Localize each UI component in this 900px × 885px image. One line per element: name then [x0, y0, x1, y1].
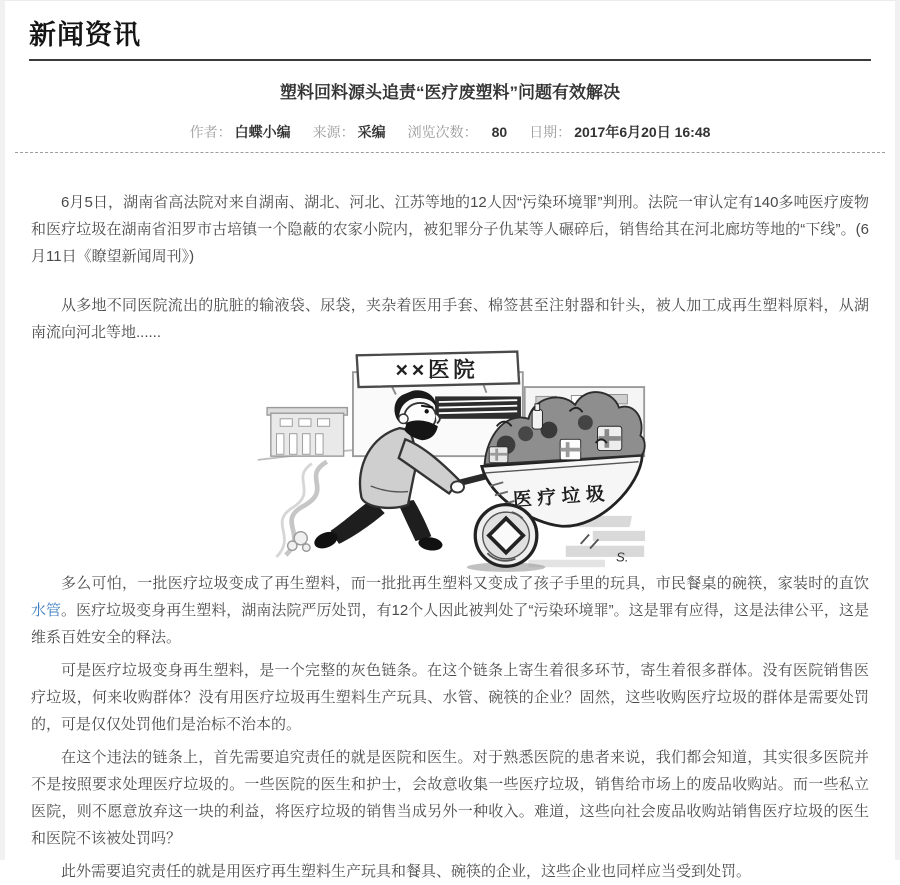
section-title: 新闻资讯: [29, 20, 141, 50]
article-paragraph-3: [31, 570, 869, 651]
medical-waste-cartoon: [252, 346, 649, 570]
article-title: 塑料回料源头追责“医疗废塑料”问题有效解决: [280, 83, 620, 102]
meta-source-value: 采编: [357, 124, 386, 140]
meta-date-label: 日期：: [529, 124, 572, 140]
meta-author: [190, 124, 291, 140]
cart-label-text: 医疗垃圾: [511, 482, 611, 511]
left-building: [267, 408, 347, 457]
hospital-sign-text: ××医院: [395, 357, 478, 382]
article-head: [5, 81, 895, 153]
page-header: [5, 1, 895, 61]
clipped-paragraph-container: [31, 858, 869, 880]
article-paragraph-2: 从多地不同医院流出的肮脏的输液袋、尿袋，夹杂着医用手套、棉签甚至注射器和针头，被人加工成再生塑料原料，从湖南流向河北等地......: [31, 297, 869, 341]
article-paragraph-6-clipped: 此外需要追究责任的就是用医疗再生塑料生产玩具和餐具、碗筷的企业，这些企业也同样应当受到处罚。: [61, 863, 752, 880]
meta-views: [408, 124, 508, 140]
paragraph-3-text-post: 。医疗垃圾变身再生塑料，湖南法院严厉处罚，有12个人因此被判处了“污染环境罪”。这是罪有应得，这是法律公平，这是维系百姓安全的释法。: [31, 602, 869, 646]
header-divider: [29, 59, 871, 61]
dust-puffs: [287, 532, 309, 552]
meta-date: [529, 124, 710, 140]
meta-views-label: 浏览次数：: [407, 124, 478, 140]
paragraph-3-text-pre: 多么可怕，一批医疗垃圾变成了再生塑料，而一批批再生塑料又变成了孩子手里的玩具，市民餐桌的碗筷，家装时的直饮: [61, 575, 869, 592]
article-paragraph-5: 在这个违法的链条上，首先需要追究责任的就是医院和医生。对于熟悉医院的患者来说，我们都会知道，其实很多医院并不是按照要求处理医疗垃圾的。一些医院的医生和护士，会故意收集一些医疗垃圾，销售给市场上的废品收购站。而一些私立医院，则不愿意放弃这一块的利益，将医疗垃圾的销售当成另外一种收入。难道，这些向社会废品收购站销售医疗垃圾的医生和医院不该被处罚吗？: [31, 749, 869, 847]
article-illustration: [31, 346, 869, 570]
meta-date-value: 2017年6月20日 16:48: [574, 124, 711, 140]
meta-author-value: 白蝶小编: [234, 124, 291, 140]
meta-source: [313, 124, 386, 140]
artist-signature: S.: [615, 549, 628, 565]
meta-source-label: 来源：: [312, 124, 355, 140]
hospital-sign-banner: [356, 352, 518, 387]
article-paragraph-1: 6月5日，湖南省高法院对来自湖南、湖北、河北、江苏等地的12人因“污染环境罪”判刑。法院一审认定有140多吨医疗废物和医疗垃圾在湖南省汨罗市古培镇一个隐蔽的农家小院内，被犯罪分子仇某等人碾碎后，销售给其在河北廊坊等地的“下线”。(6月11日《瞭望新闻周刊》): [31, 194, 869, 265]
wheelbarrow: [443, 455, 642, 526]
water-pipe-link[interactable]: 水管: [31, 602, 62, 619]
meta-author-label: 作者：: [189, 124, 232, 140]
article-meta: [5, 124, 895, 140]
article-body: [5, 153, 895, 880]
article-paragraph-4: 可是医疗垃圾变身再生塑料，是一个完整的灰色链条。在这个链条上寄生着很多环节，寄生着很多群体。没有医院销售医疗垃圾，何来收购群体？没有用医疗垃圾再生塑料生产玩具、水管、碗筷的企业？固然，这些收购医疗垃圾的群体是需要处罚的，可是仅仅处罚他们是治标不治本的。: [31, 662, 869, 733]
meta-views-value: 80: [491, 124, 508, 140]
